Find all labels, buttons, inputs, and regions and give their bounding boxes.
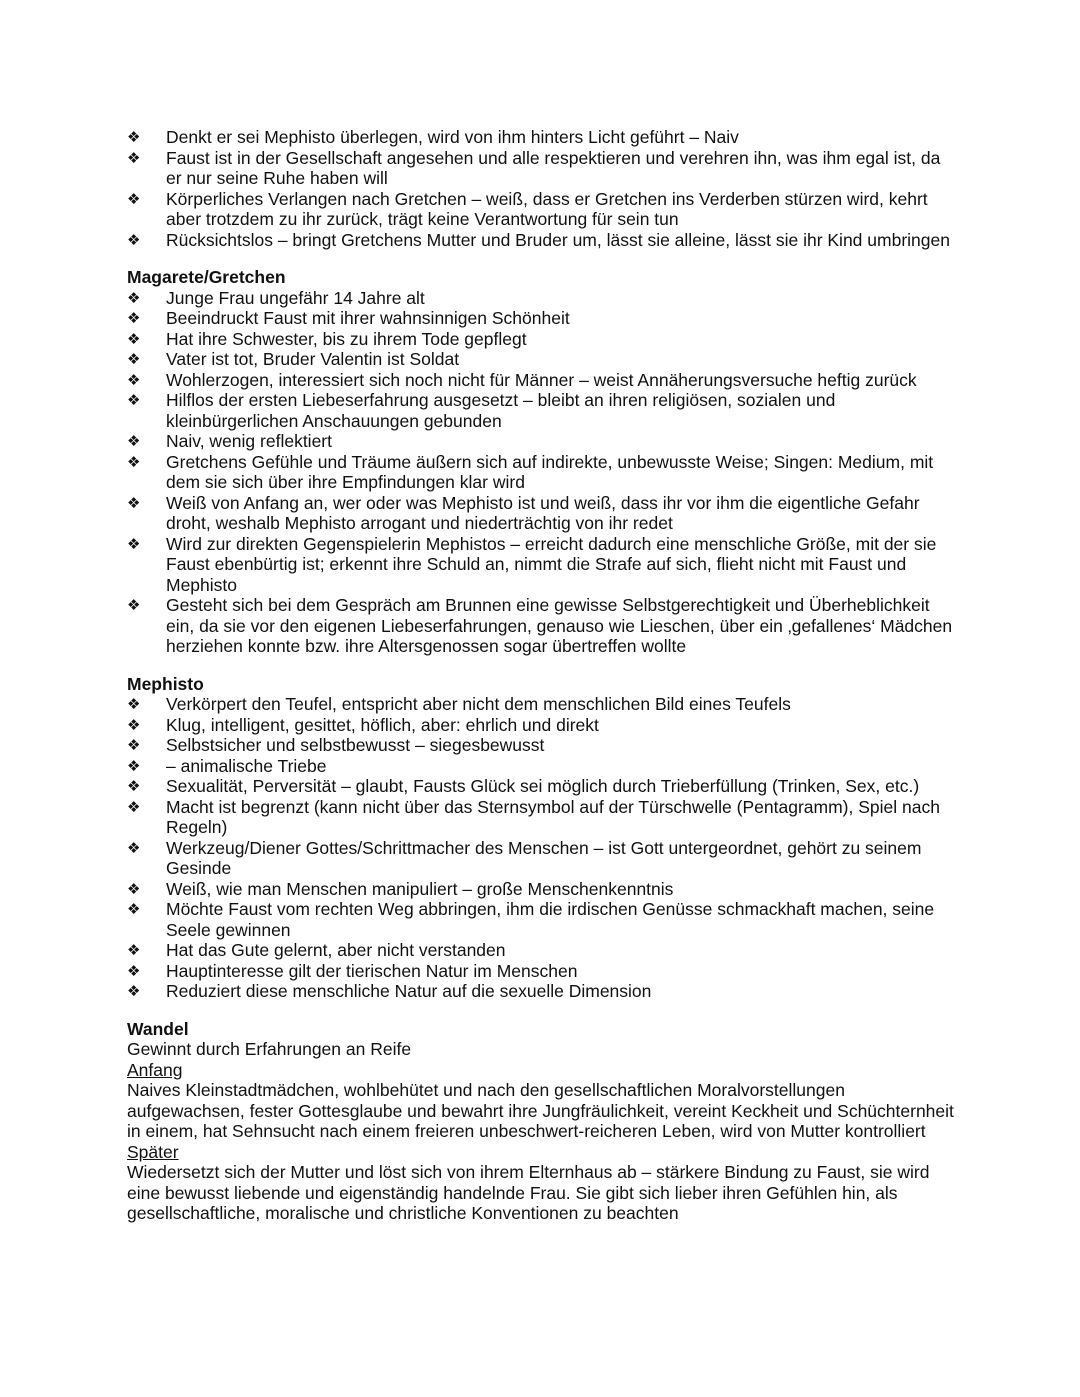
list-item bbox=[127, 308, 958, 329]
list-item bbox=[127, 776, 958, 797]
diamond-bullet-icon: ❖ bbox=[127, 391, 141, 409]
list-item bbox=[127, 148, 958, 189]
list-item-text: Hat ihre Schwester, bis zu ihrem Tode gepflegt bbox=[166, 328, 527, 349]
list-item bbox=[127, 349, 958, 370]
list-item-text: Hauptinteresse gilt der tierischen Natur im Menschen bbox=[166, 960, 578, 981]
bullet-list bbox=[127, 127, 958, 250]
diamond-bullet-icon: ❖ bbox=[127, 596, 141, 614]
diamond-bullet-icon: ❖ bbox=[127, 777, 141, 795]
list-item-text: Hat das Gute gelernt, aber nicht verstanden bbox=[166, 940, 506, 960]
list-item-text: Gretchens Gefühle und Träume äußern sich auf indirekte, unbewusste Weise; Singen: Medium, mit dem sie sich über ihre Empfindungen klar wird bbox=[166, 451, 934, 492]
diamond-bullet-icon: ❖ bbox=[127, 900, 141, 918]
list-item-text: Hilflos der ersten Liebeserfahrung ausgesetzt – bleibt an ihren religiösen, sozialen und kleinbürgerlichen Anschauungen gebunden bbox=[166, 390, 836, 431]
diamond-bullet-icon: ❖ bbox=[127, 309, 141, 327]
diamond-bullet-icon: ❖ bbox=[127, 493, 141, 512]
diamond-bullet-icon: ❖ bbox=[127, 452, 141, 471]
diamond-bullet-icon: ❖ bbox=[127, 879, 141, 898]
section-magarete-gretchen bbox=[127, 267, 958, 657]
list-item bbox=[127, 230, 958, 251]
diamond-bullet-icon: ❖ bbox=[127, 715, 141, 734]
document-content bbox=[127, 127, 958, 1224]
list-item-text: Sexualität, Perversität – glaubt, Fausts Glück sei möglich durch Trieberfüllung (Trinken, Sex, etc.) bbox=[166, 776, 920, 796]
section-heading: Mephisto bbox=[127, 673, 204, 694]
diamond-bullet-icon: ❖ bbox=[127, 534, 141, 553]
list-item-text: Selbstsicher und selbstbewusst – siegesbewusst bbox=[166, 735, 545, 755]
subheading-anfang: Anfang bbox=[127, 1059, 183, 1080]
list-item bbox=[127, 452, 958, 493]
list-item-text: Gesteht sich bei dem Gespräch am Brunnen eine gewisse Selbstgerechtigkeit und Überheblichkeit ein, da sie vor den eigenen Liebeserfahrungen, genauso wie Lieschen, über ein ‚gefallenes‘ Mädchen herziehen konnte bzw. ihre Altersgenossen sogar übertreffen wollte bbox=[166, 595, 953, 656]
list-item bbox=[127, 879, 958, 900]
list-item-text: Wohlerzogen, interessiert sich noch nicht für Männer – weist Annäherungsversuche heftig zurück bbox=[166, 369, 917, 390]
list-item-text: Faust ist in der Gesellschaft angesehen und alle respektieren und verehren ihn, was ihm egal ist, da er nur seine Ruhe haben will bbox=[166, 147, 941, 188]
list-item bbox=[127, 940, 958, 961]
diamond-bullet-icon: ❖ bbox=[127, 982, 141, 1000]
bullet-list bbox=[127, 694, 958, 1002]
list-item bbox=[127, 961, 958, 982]
list-item-text: – animalische Triebe bbox=[166, 755, 327, 776]
diamond-bullet-icon: ❖ bbox=[127, 370, 141, 389]
list-item bbox=[127, 493, 958, 534]
diamond-bullet-icon: ❖ bbox=[127, 230, 141, 249]
diamond-bullet-icon: ❖ bbox=[127, 695, 141, 713]
diamond-bullet-icon: ❖ bbox=[127, 941, 141, 959]
list-item-text: Möchte Faust vom rechten Weg abbringen, ihm die irdischen Genüsse schmackhaft machen, seine Seele gewinnen bbox=[166, 899, 935, 940]
list-item-text: Verkörpert den Teufel, entspricht aber nicht dem menschlichen Bild eines Teufels bbox=[166, 694, 791, 714]
list-item-text: Weiß von Anfang an, wer oder was Mephisto ist und weiß, dass ihr vor ihm die eigentliche Gefahr droht, weshalb Mephisto arrogant und niederträchtig von ihr redet bbox=[166, 492, 920, 533]
list-item bbox=[127, 595, 958, 657]
list-item bbox=[127, 838, 958, 879]
list-item-text: Körperliches Verlangen nach Gretchen – weiß, dass er Gretchen ins Verderben stürzen wird, kehrt aber trotzdem zu ihr zurück, trägt keine Verantwortung für sein tun bbox=[166, 188, 928, 229]
list-item-text: Macht ist begrenzt (kann nicht über das Sternsymbol auf der Türschwelle (Pentagramm), Spiel nach Regeln) bbox=[166, 796, 940, 837]
list-item-text: Wird zur direkten Gegenspielerin Mephistos – erreicht dadurch eine menschliche Größe, mit der sie Faust ebenbürtig ist; erkennt ihre Schuld an, nimmt die Strafe auf sich, flieht nicht mit Faust und Mephisto bbox=[166, 533, 937, 595]
list-item-text: Vater ist tot, Bruder Valentin ist Soldat bbox=[166, 349, 460, 369]
diamond-bullet-icon: ❖ bbox=[127, 128, 141, 146]
section-heading: Magarete/Gretchen bbox=[127, 267, 286, 287]
section-faust-continued bbox=[127, 127, 958, 250]
diamond-bullet-icon: ❖ bbox=[127, 838, 141, 857]
diamond-bullet-icon: ❖ bbox=[127, 432, 141, 450]
diamond-bullet-icon: ❖ bbox=[127, 350, 141, 368]
diamond-bullet-icon: ❖ bbox=[127, 756, 141, 775]
diamond-bullet-icon: ❖ bbox=[127, 148, 141, 167]
paragraph: Gewinnt durch Erfahrungen an Reife bbox=[127, 1039, 412, 1059]
list-item-text: Reduziert diese menschliche Natur auf die sexuelle Dimension bbox=[166, 981, 652, 1001]
list-item bbox=[127, 756, 958, 777]
list-item-text: Werkzeug/Diener Gottes/Schrittmacher des Menschen – ist Gott untergeordnet, gehört zu seinem Gesinde bbox=[166, 837, 922, 878]
bullet-list bbox=[127, 288, 958, 657]
list-item bbox=[127, 715, 958, 736]
diamond-bullet-icon: ❖ bbox=[127, 329, 141, 348]
list-item bbox=[127, 370, 958, 391]
list-item bbox=[127, 329, 958, 350]
list-item bbox=[127, 981, 958, 1002]
list-item-text: Rücksichtslos – bringt Gretchens Mutter und Bruder um, lässt sie alleine, lässt sie ihr Kind umbringen bbox=[166, 229, 950, 250]
list-item bbox=[127, 797, 958, 838]
list-item-text: Klug, intelligent, gesittet, höflich, aber: ehrlich und direkt bbox=[166, 714, 599, 735]
section-heading: Wandel bbox=[127, 1018, 189, 1039]
diamond-bullet-icon: ❖ bbox=[127, 288, 141, 307]
list-item-text: Weiß, wie man Menschen manipuliert – große Menschenkenntnis bbox=[166, 878, 674, 899]
list-item-text: Junge Frau ungefähr 14 Jahre alt bbox=[166, 287, 425, 308]
list-item bbox=[127, 694, 958, 715]
list-item bbox=[127, 189, 958, 230]
list-item bbox=[127, 288, 958, 309]
list-item-text: Beeindruckt Faust mit ihrer wahnsinnigen Schönheit bbox=[166, 308, 570, 328]
list-item bbox=[127, 390, 958, 431]
list-item bbox=[127, 899, 958, 940]
list-item-text: Denkt er sei Mephisto überlegen, wird von ihm hinters Licht geführt – Naiv bbox=[166, 127, 739, 147]
list-item bbox=[127, 534, 958, 596]
list-item bbox=[127, 431, 958, 452]
list-item bbox=[127, 127, 958, 148]
diamond-bullet-icon: ❖ bbox=[127, 189, 141, 208]
diamond-bullet-icon: ❖ bbox=[127, 961, 141, 980]
subheading-spaeter: Später bbox=[127, 1141, 179, 1162]
diamond-bullet-icon: ❖ bbox=[127, 797, 141, 816]
paragraph: Wiedersetzt sich der Mutter und löst sich von ihrem Elternhaus ab – stärkere Bindung zu Faust, sie wird eine bewusst liebende und eigenständig handelnde Frau. Sie gibt sich lieber ihren Gefühlen hin, als gesellschaftliche, moralische und christliche Konventionen zu beachten bbox=[127, 1162, 930, 1223]
section-mephisto bbox=[127, 674, 958, 1002]
section-wandel bbox=[127, 1019, 958, 1224]
diamond-bullet-icon: ❖ bbox=[127, 736, 141, 754]
list-item-text: Naiv, wenig reflektiert bbox=[166, 431, 332, 451]
list-item bbox=[127, 735, 958, 756]
paragraph: Naives Kleinstadtmädchen, wohlbehütet und nach den gesellschaftlichen Moralvorstellungen aufgewachsen, fester Gottesglaube und bewahrt ihre Jungfräulichkeit, vereint Keckheit und Schüchternheit in einem, hat Sehnsucht nach einem freieren unbeschwert-reicheren Leben, wird von Mutter kontrolliert bbox=[127, 1080, 954, 1141]
